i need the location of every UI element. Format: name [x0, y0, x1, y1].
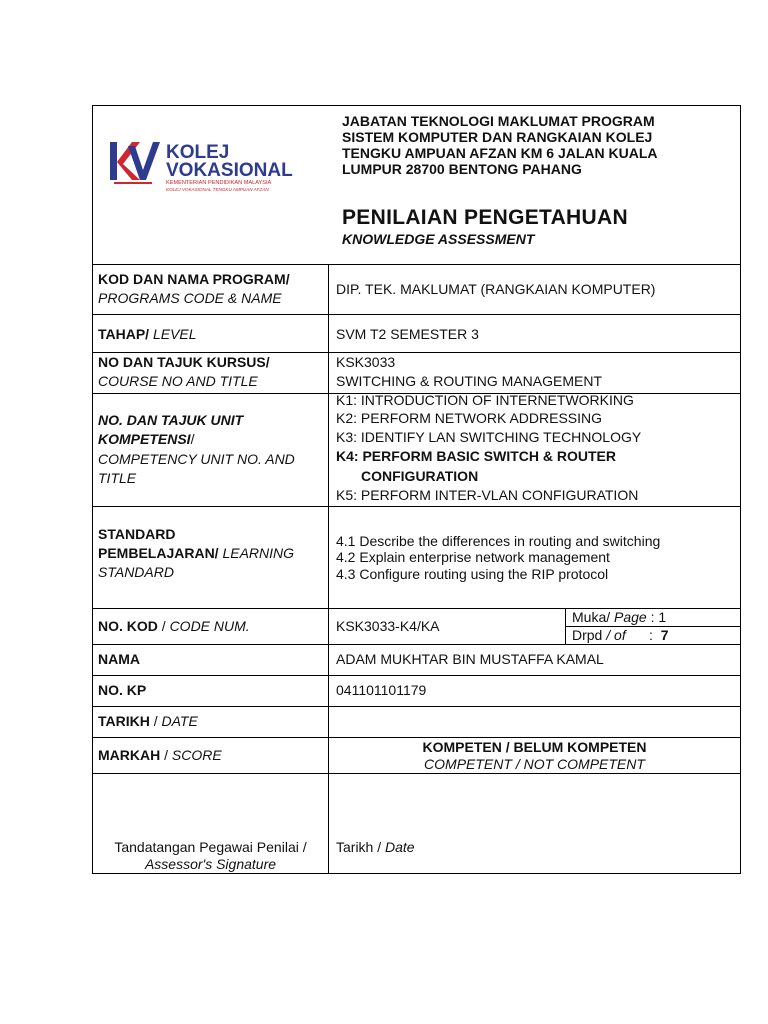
- score-value: KOMPETEN / BELUM KOMPETEN: [422, 739, 647, 755]
- address-line: SISTEM KOMPUTER DAN RANGKAIAN KOLEJ: [342, 129, 653, 145]
- name-value: ADAM MUKHTAR BIN MUSTAFFA KAMAL: [336, 651, 604, 667]
- signature-date-label-en: Date: [381, 839, 415, 855]
- address-line: JABATAN TEKNOLOGI MAKLUMAT PROGRAM: [342, 113, 655, 129]
- assessor-signature-label-en: Assessor's Signature: [144, 856, 277, 872]
- competency-label-2: [98, 430, 194, 449]
- of-value: 7: [660, 627, 669, 643]
- logo-college: KOLEJ VOKASIONAL TENGKU AMPUAN AFZAN: [166, 187, 269, 192]
- competency-unit: K2: PERFORM NETWORK ADDRESSING: [336, 410, 603, 426]
- date-value[interactable]: [336, 712, 732, 731]
- kp-label: NO. KP: [98, 682, 147, 698]
- learning-standard-item: 4.1 Describe the differences in routing and switching: [336, 533, 661, 549]
- competency-label-en: COMPETENCY UNIT NO. AND: [98, 451, 295, 467]
- standard-label-en: LEARNING: [218, 545, 295, 561]
- competency-unit-current: K4: PERFORM BASIC SWITCH & ROUTER: [336, 448, 616, 464]
- competency-label-en: TITLE: [98, 470, 137, 486]
- row-divider: [92, 706, 741, 707]
- standard-label-bold: PEMBELAJARAN/: [98, 545, 219, 561]
- page-value: 1: [658, 609, 667, 625]
- logo-word-kolej: KOLEJ: [166, 142, 230, 163]
- level-label: [98, 325, 197, 344]
- signature-date-label-ms: Tarikh /: [336, 839, 382, 855]
- date-label-sep: /: [149, 713, 162, 729]
- page-label: Muka/: [572, 609, 611, 625]
- program-label: KOD DAN NAMA PROGRAM/: [98, 271, 290, 287]
- date-label: [98, 712, 198, 731]
- signature-date-label: [336, 838, 415, 857]
- code-label-en: CODE NUM.: [169, 618, 250, 634]
- level-value: SVM T2 SEMESTER 3: [336, 326, 479, 342]
- course-label: NO DAN TAJUK KURSUS/: [98, 354, 270, 370]
- competency-unit-current: CONFIGURATION: [361, 468, 479, 484]
- page-total: [572, 626, 669, 645]
- name-label: NAMA: [98, 651, 140, 667]
- competency-label-bold: KOMPETENSI: [98, 431, 191, 447]
- competency-unit: K5: PERFORM INTER-VLAN CONFIGURATION: [336, 487, 639, 503]
- competency-unit: K3: IDENTIFY LAN SWITCHING TECHNOLOGY: [336, 429, 642, 445]
- of-label-en: / of: [602, 627, 626, 643]
- date-label-en: DATE: [161, 713, 198, 729]
- score-label: [98, 746, 222, 765]
- of-sep: :: [625, 627, 661, 643]
- form-title: PENILAIAN PENGETAHUAN: [342, 206, 628, 229]
- competency-label-slash: /: [190, 431, 195, 447]
- level-label-bold: TAHAP/: [98, 326, 150, 342]
- row-divider: [92, 264, 741, 265]
- score-value-en: COMPETENT / NOT COMPETENT: [424, 756, 645, 772]
- program-label-en: PROGRAMS CODE & NAME: [98, 290, 282, 306]
- course-title: SWITCHING & ROUTING MANAGEMENT: [336, 373, 602, 389]
- course-code: KSK3033: [336, 354, 396, 370]
- page-label-en: Page: [610, 609, 647, 625]
- of-label: Drpd: [572, 627, 603, 643]
- row-divider: [92, 506, 741, 507]
- page-number: [572, 608, 666, 627]
- kv-emblem-icon: [110, 142, 160, 184]
- assessor-signature-label: Tandatangan Pegawai Penilai /: [114, 839, 307, 855]
- table-border-left: [92, 105, 93, 874]
- date-label-bold: TARIKH: [98, 713, 150, 729]
- kp-value: 041101101179: [336, 682, 427, 698]
- competency-unit: K1: INTRODUCTION OF INTERNETWORKING: [336, 392, 634, 408]
- code-label: [98, 617, 250, 636]
- learning-standard-item: 4.2 Explain enterprise network management: [336, 549, 610, 565]
- score-label-sep: /: [160, 747, 172, 763]
- form-subtitle: KNOWLEDGE ASSESSMENT: [342, 231, 535, 247]
- row-divider: [92, 314, 741, 315]
- table-border-right: [740, 105, 741, 874]
- column-divider: [328, 264, 329, 874]
- code-value: KSK3033-K4/KA: [336, 618, 440, 634]
- score-label-bold: MARKAH: [98, 747, 161, 763]
- address-line: LUMPUR 28700 BENTONG PAHANG: [342, 161, 582, 177]
- score-label-en: SCORE: [171, 747, 222, 763]
- standard-label: STANDARD: [98, 526, 176, 542]
- standard-label-2: [98, 544, 294, 563]
- logo-word-vokasional: VOKASIONAL: [166, 160, 293, 181]
- standard-label-en: STANDARD: [98, 564, 174, 580]
- competency-label: NO. DAN TAJUK UNIT: [98, 412, 244, 428]
- code-label-sep: /: [157, 618, 170, 634]
- program-value: DIP. TEK. MAKLUMAT (RANGKAIAN KOMPUTER): [336, 281, 656, 297]
- table-border-top: [92, 105, 741, 106]
- row-divider: [92, 675, 741, 676]
- address-line: TENGKU AMPUAN AFZAN KM 6 JALAN KUALA: [342, 145, 658, 161]
- code-label-bold: NO. KOD: [98, 618, 158, 634]
- level-label-en: LEVEL: [149, 326, 197, 342]
- kolej-vokasional-logo: [108, 136, 298, 192]
- learning-standard-item: 4.3 Configure routing using the RIP protocol: [336, 566, 609, 582]
- page-sep: :: [646, 609, 659, 625]
- column-divider: [565, 608, 566, 645]
- course-label-en: COURSE NO AND TITLE: [98, 373, 258, 389]
- logo-ministry: KEMENTERIAN PENDIDIKAN MALAYSIA: [166, 180, 272, 186]
